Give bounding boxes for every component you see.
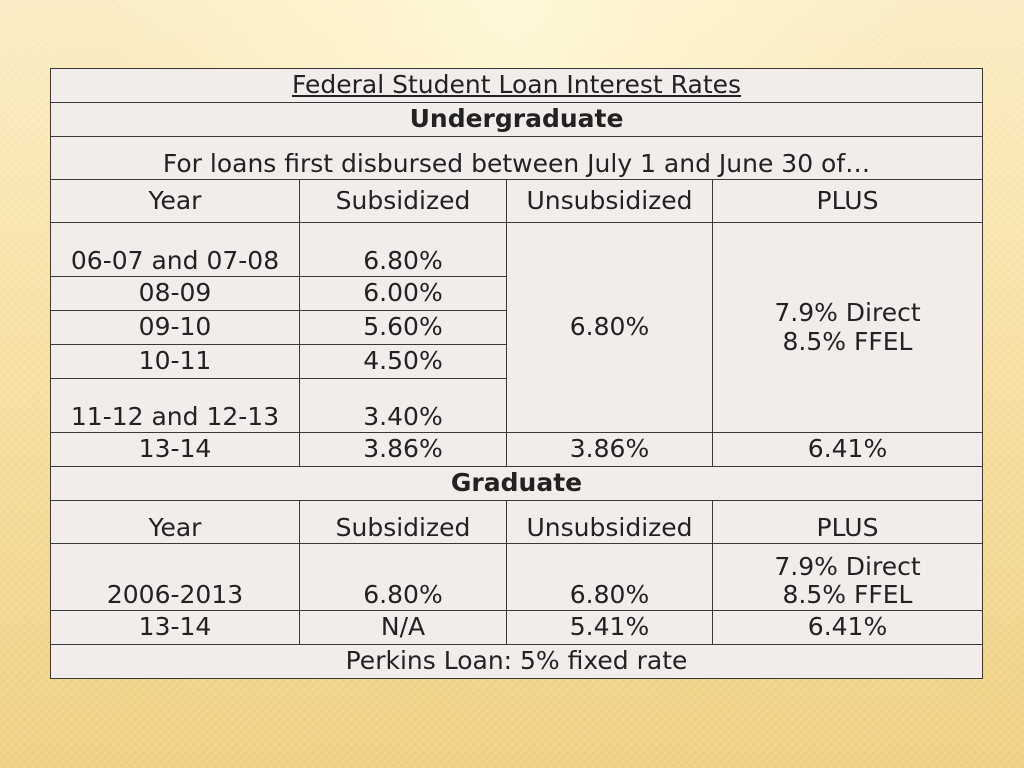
year-cell: 2006-2013 <box>51 544 300 611</box>
table-title: Federal Student Loan Interest Rates <box>51 69 983 103</box>
table-row <box>51 544 983 611</box>
unsubsidized-cell: 5.41% <box>507 611 713 645</box>
subsidized-cell: 5.60% <box>300 311 507 345</box>
subsidized-cell: 3.40% <box>300 379 507 433</box>
subsidized-cell: 3.86% <box>300 433 507 467</box>
loan-rates-table <box>50 68 983 679</box>
title-row <box>51 69 983 103</box>
table-row <box>51 611 983 645</box>
undergraduate-subheading: For loans first disbursed between July 1 and June 30 of… <box>51 137 983 180</box>
unsubsidized-cell: 6.80% <box>507 544 713 611</box>
col-header-unsubsidized: Unsubsidized <box>507 501 713 544</box>
year-cell: 13-14 <box>51 433 300 467</box>
year-cell: 09-10 <box>51 311 300 345</box>
graduate-heading: Graduate <box>51 467 983 501</box>
col-header-unsubsidized: Unsubsidized <box>507 180 713 223</box>
plus-cell: 6.41% <box>713 611 983 645</box>
subheading-row <box>51 137 983 180</box>
year-cell: 13-14 <box>51 611 300 645</box>
merged-plus-cell <box>713 223 983 433</box>
footer-row <box>51 645 983 679</box>
subsidized-cell: 6.80% <box>300 544 507 611</box>
year-cell: 10-11 <box>51 345 300 379</box>
subsidized-cell: 6.80% <box>300 223 507 277</box>
graduate-heading-row <box>51 467 983 501</box>
col-header-subsidized: Subsidized <box>300 180 507 223</box>
subsidized-cell: 4.50% <box>300 345 507 379</box>
col-header-plus: PLUS <box>713 501 983 544</box>
subsidized-cell: 6.00% <box>300 277 507 311</box>
plus-ffel-rate: 8.5% FFEL <box>782 326 913 356</box>
perkins-loan-note: Perkins Loan: 5% fixed rate <box>51 645 983 679</box>
plus-direct-rate: 7.9% Direct <box>774 297 921 327</box>
col-header-year: Year <box>51 180 300 223</box>
undergraduate-heading-row <box>51 103 983 137</box>
year-cell: 11-12 and 12-13 <box>51 379 300 433</box>
col-header-plus: PLUS <box>713 180 983 223</box>
merged-unsubsidized-cell: 6.80% <box>507 223 713 433</box>
graduate-header-row <box>51 501 983 544</box>
year-cell: 06-07 and 07-08 <box>51 223 300 277</box>
table-row <box>51 223 983 277</box>
plus-cell: 6.41% <box>713 433 983 467</box>
unsubsidized-cell: 3.86% <box>507 433 713 467</box>
table-row <box>51 433 983 467</box>
col-header-subsidized: Subsidized <box>300 501 507 544</box>
plus-ffel-rate: 8.5% FFEL <box>782 580 913 610</box>
subsidized-cell: N/A <box>300 611 507 645</box>
plus-cell <box>713 544 983 611</box>
year-cell: 08-09 <box>51 277 300 311</box>
undergraduate-header-row <box>51 180 983 223</box>
col-header-year: Year <box>51 501 300 544</box>
undergraduate-heading: Undergraduate <box>51 103 983 137</box>
plus-direct-rate: 7.9% Direct <box>774 551 921 581</box>
